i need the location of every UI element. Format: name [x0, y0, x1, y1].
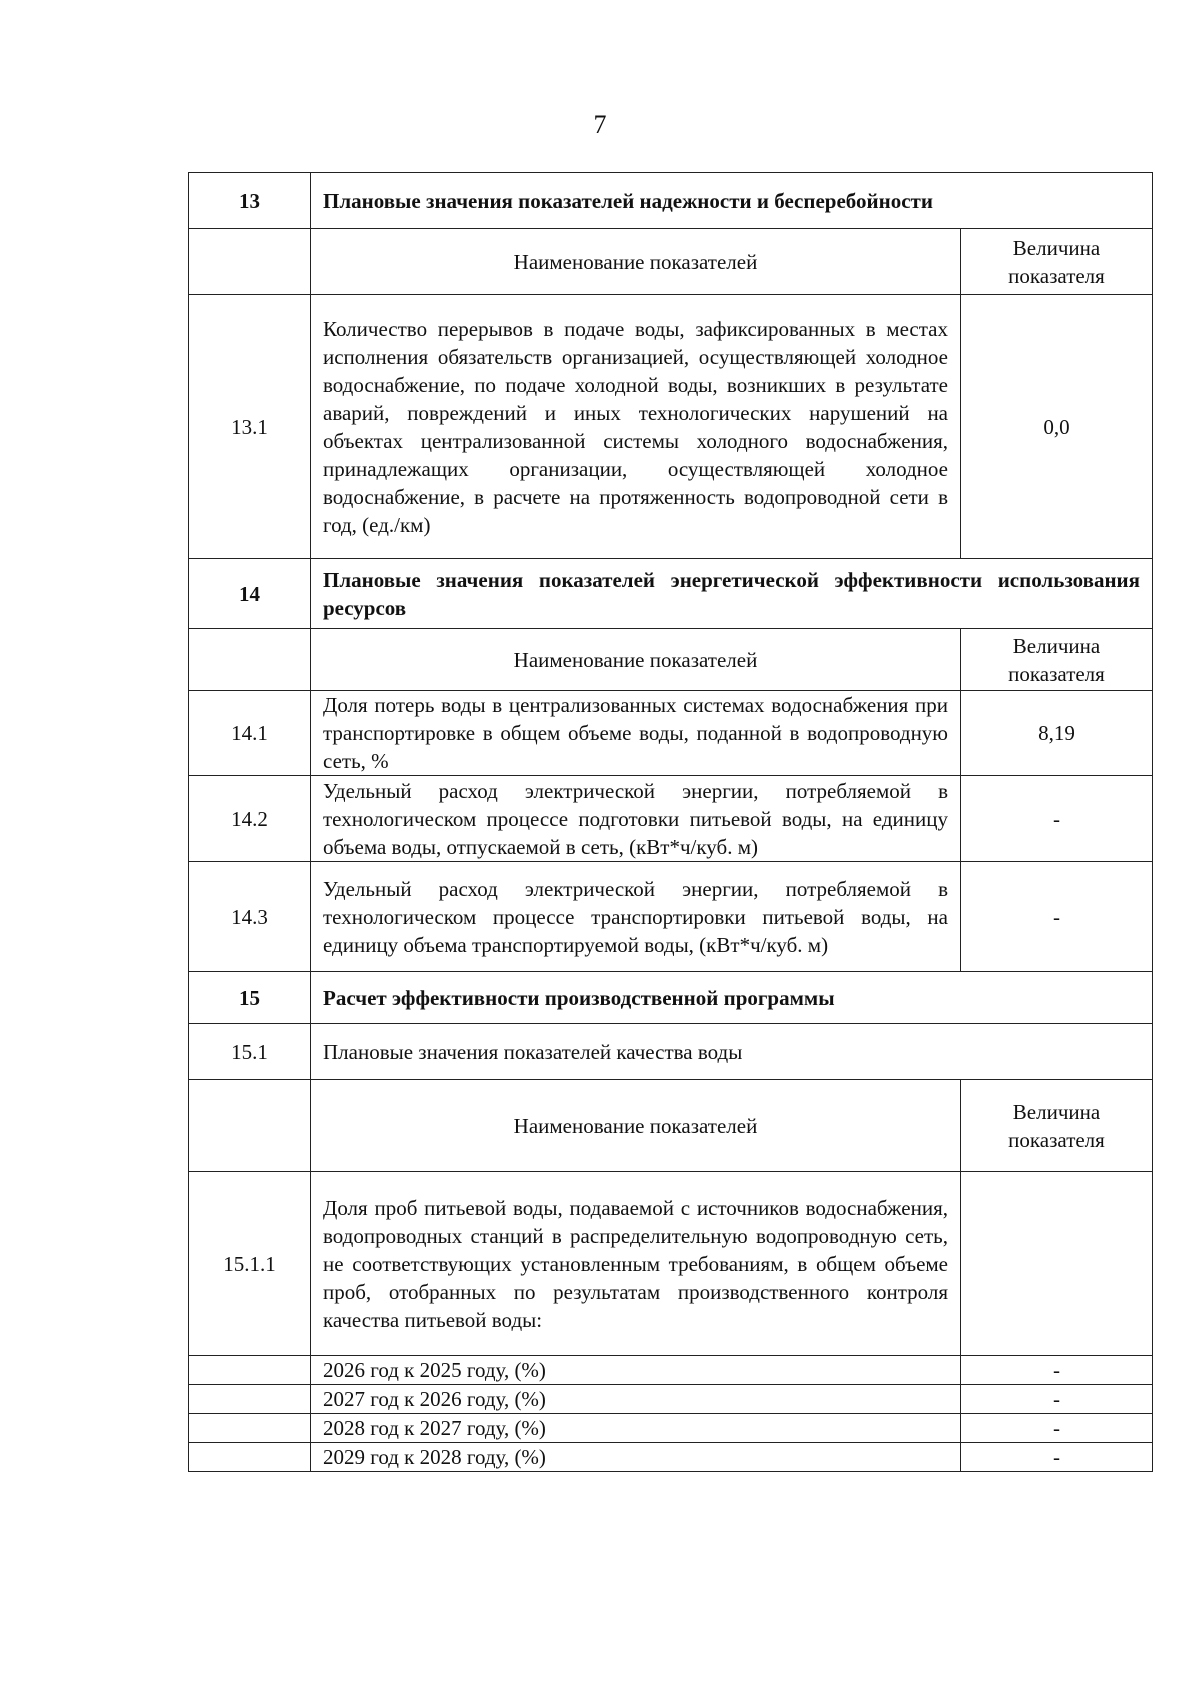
- row-number: 14.2: [189, 776, 311, 862]
- header-name-cell: Наименование показателей: [311, 1080, 961, 1172]
- empty-cell: [189, 229, 311, 295]
- subsection-row: [189, 1024, 1153, 1080]
- column-header-row: [189, 629, 1153, 691]
- row-value: 0,0: [961, 295, 1153, 559]
- row-value: -: [961, 776, 1153, 862]
- page-number: 7: [593, 110, 607, 139]
- table-row: [189, 295, 1153, 559]
- header-name-cell: Наименование показателей: [311, 229, 961, 295]
- row-number: 15.1.1: [189, 1172, 311, 1356]
- row-value: [961, 1172, 1153, 1356]
- header-value-cell: Величина показателя: [961, 1080, 1153, 1172]
- year-value: -: [961, 1356, 1153, 1385]
- year-label: 2026 год к 2025 году, (%): [311, 1356, 961, 1385]
- row-description: Количество перерывов в подаче воды, зафиксированных в местах исполнения обязательств организацией, осуществляющей холодное водоснабжение, по подаче холодной воды, возникших в результате аварий, повреждений и иных технологических нарушений на объектах централизованной системы холодного водоснабжения, принадлежащих организации, осуществляющей холодное водоснабжение, в расчете на протяженность водопроводной сети в год, (ед./км): [311, 295, 961, 559]
- header-name-cell: Наименование показателей: [311, 629, 961, 691]
- empty-cell: [189, 1356, 311, 1385]
- section-title: Плановые значения показателей энергетической эффективности использования ресурсов: [311, 559, 1153, 629]
- indicators-table: [188, 172, 1153, 1472]
- section-15-header-row: [189, 972, 1153, 1024]
- year-value: -: [961, 1414, 1153, 1443]
- table-row: [189, 776, 1153, 862]
- column-header-row: [189, 229, 1153, 295]
- row-description: Удельный расход электрической энергии, потребляемой в технологическом процессе транспортировки питьевой воды, на единицу объема транспортируемой воды, (кВт*ч/куб. м): [311, 862, 961, 972]
- header-value-cell: Величина показателя: [961, 229, 1153, 295]
- header-value-cell: Величина показателя: [961, 629, 1153, 691]
- empty-cell: [189, 629, 311, 691]
- table-row: [189, 691, 1153, 776]
- section-title: Расчет эффективности производственной программы: [311, 972, 1153, 1024]
- table-row: [189, 862, 1153, 972]
- section-title: Плановые значения показателей надежности и бесперебойности: [311, 173, 1153, 229]
- year-row: [189, 1385, 1153, 1414]
- row-number: 14.3: [189, 862, 311, 972]
- row-number: 14.1: [189, 691, 311, 776]
- empty-cell: [189, 1414, 311, 1443]
- section-number: 13: [189, 173, 311, 229]
- section-13-header-row: [189, 173, 1153, 229]
- year-label: 2027 год к 2026 году, (%): [311, 1385, 961, 1414]
- empty-cell: [189, 1385, 311, 1414]
- row-description: Доля проб питьевой воды, подаваемой с источников водоснабжения, водопроводных станций в распределительную водопроводную сеть, не соответствующих установленным требованиям, в общем объеме проб, отобранных по результатам производственного контроля качества питьевой воды:: [311, 1172, 961, 1356]
- row-description: Удельный расход электрической энергии, потребляемой в технологическом процессе подготовки питьевой воды, на единицу объема воды, отпускаемой в сеть, (кВт*ч/куб. м): [311, 776, 961, 862]
- row-description: Доля потерь воды в централизованных системах водоснабжения при транспортировке в общем объеме воды, поданной в водопроводную сеть, %: [311, 691, 961, 776]
- subsection-title: Плановые значения показателей качества воды: [311, 1024, 1153, 1080]
- year-row: [189, 1356, 1153, 1385]
- section-number: 14: [189, 559, 311, 629]
- table-row: [189, 1172, 1153, 1356]
- row-value: -: [961, 862, 1153, 972]
- year-label: 2029 год к 2028 году, (%): [311, 1443, 961, 1472]
- year-value: -: [961, 1385, 1153, 1414]
- empty-cell: [189, 1443, 311, 1472]
- row-number: 15.1: [189, 1024, 311, 1080]
- empty-cell: [189, 1080, 311, 1172]
- year-label: 2028 год к 2027 году, (%): [311, 1414, 961, 1443]
- section-14-header-row: [189, 559, 1153, 629]
- row-number: 13.1: [189, 295, 311, 559]
- year-row: [189, 1414, 1153, 1443]
- row-value: 8,19: [961, 691, 1153, 776]
- column-header-row: [189, 1080, 1153, 1172]
- year-row: [189, 1443, 1153, 1472]
- section-number: 15: [189, 972, 311, 1024]
- year-value: -: [961, 1443, 1153, 1472]
